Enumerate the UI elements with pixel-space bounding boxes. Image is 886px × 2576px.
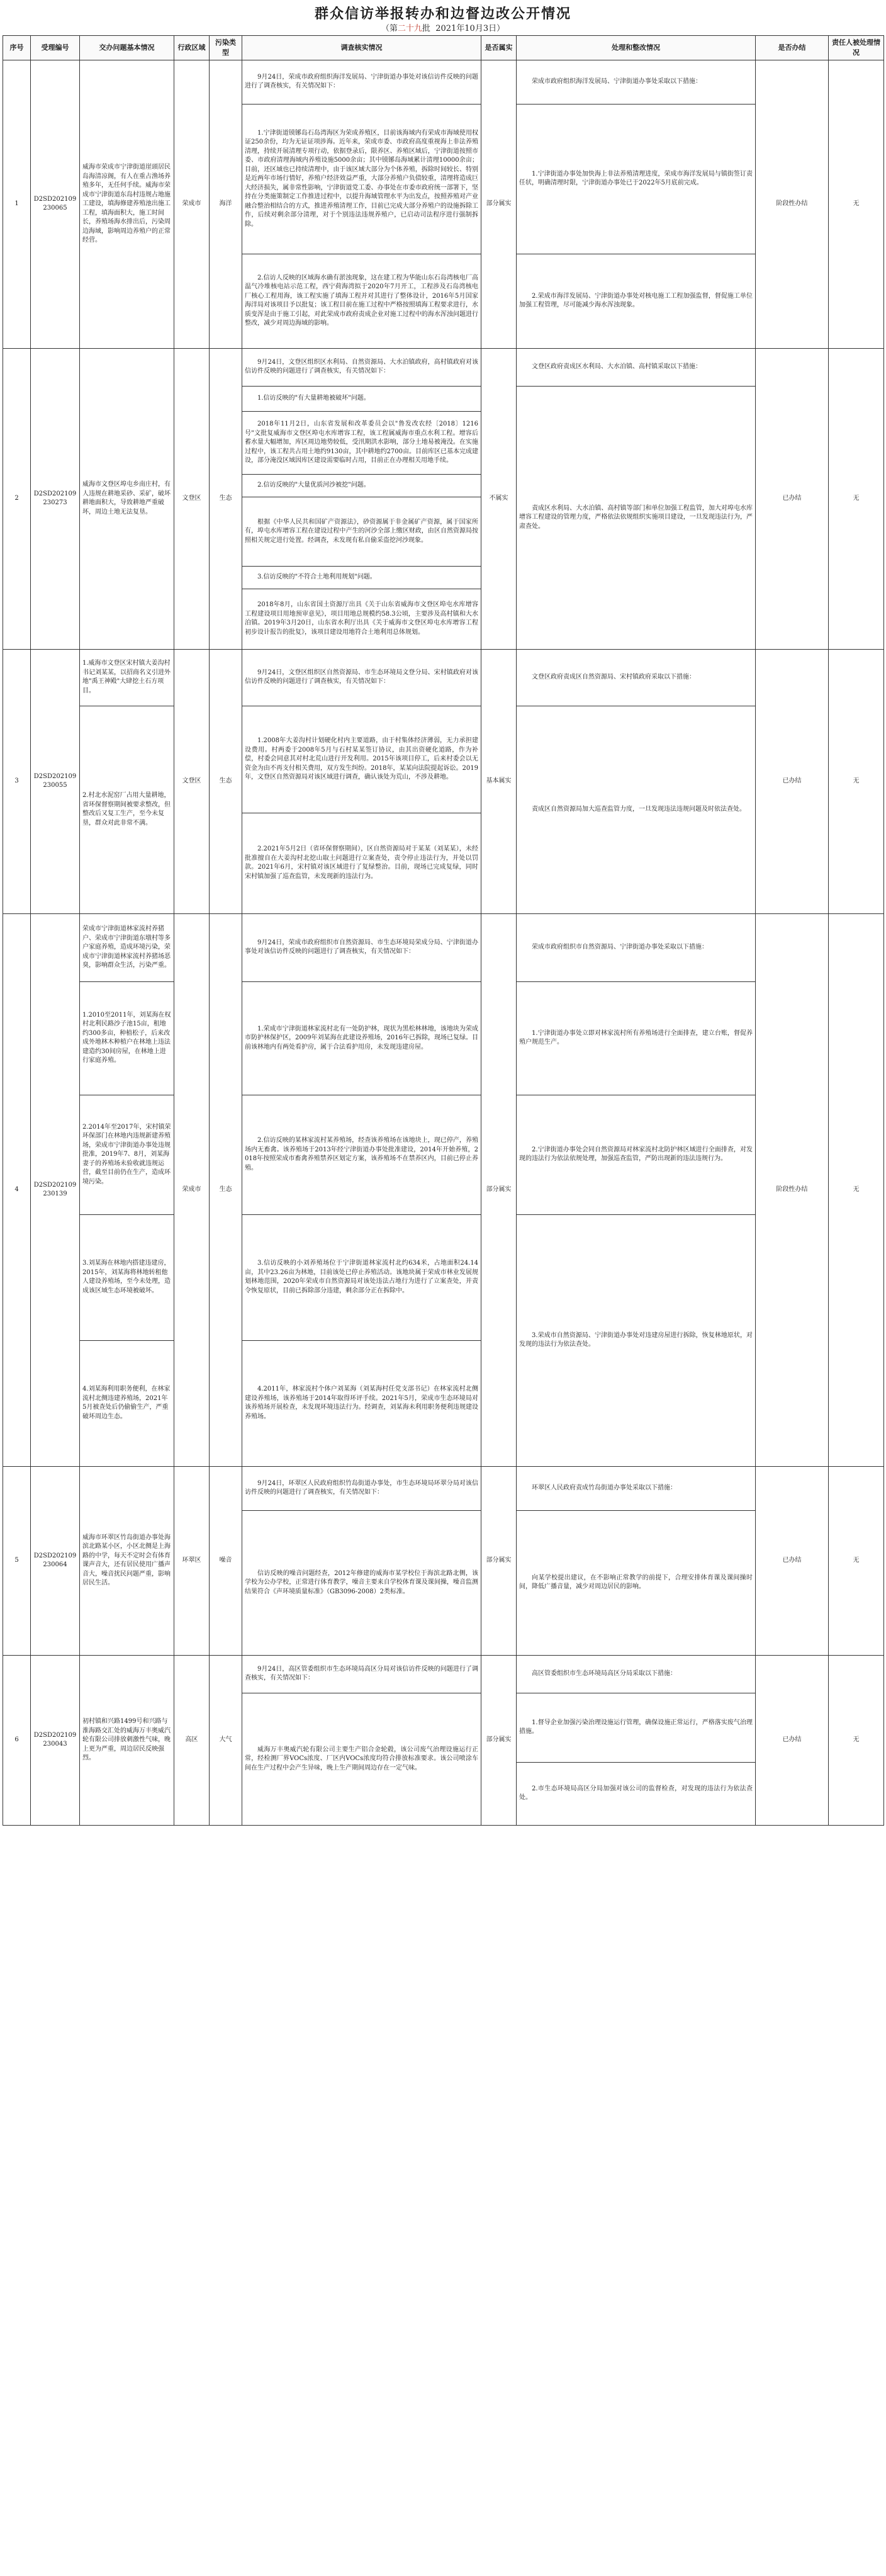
- cell-complaint: 威海市文登区埠屯乡南庄村，有人违规在耕地采砂、采矿，破坏耕地面积大，导致耕地严重破坏，周边土地无法复垦。: [80, 348, 174, 649]
- cell-handling-intro: [517, 913, 756, 981]
- survey-item-text: 3.信访反映的小刘养殖场位于宁津街道林家流村北约634米，占地面积24.14亩，其中23.26亩为林地，目前该处已停止养殖活动。该地块属于荣成市林业发展规划林地范围，2020年荣成市自然资源局对该处违法占地行为进行了立案查处，并责令恢复原状，目前已拆除部分违建，剩余部分正在拆除中。: [245, 1260, 478, 1294]
- cell-handling-intro: [517, 348, 756, 386]
- handling-intro-text: 荣成市政府组织海洋发展局、宁津街道办事处采取以下措施：: [532, 78, 702, 86]
- cell-survey-item: [242, 497, 481, 566]
- cell-punish: 无: [829, 913, 884, 1466]
- survey-intro-text: 9月24日，环翠区人民政府组织竹岛街道办事处，市生态环境局环翠分局对该信访件反映的问题进行了调查核实，有关情况如下：: [245, 1479, 478, 1496]
- cell-complaint: 4.刘某海利用职务便利，在林家流村北侧违建养殖场，2021年5月被查处后仍偷偷生产，严重破坏周边生态。: [80, 1340, 174, 1466]
- document-subtitle: [3, 21, 883, 35]
- cases-table: [3, 35, 884, 1826]
- table-row: [3, 1095, 884, 1214]
- cell-closed: 已办结: [756, 1655, 829, 1825]
- header-handling: 处理和整改情况: [517, 36, 756, 60]
- cell-survey-item: [242, 1214, 481, 1340]
- survey-item-text: 2.2021年5月2日（省环保督察期间），区自然资源局对于某某（刘某某），未经批准擅自在大姜沟村北挖山取土问题进行立案查处，责令停止违法行为，并处以罚款。2021年6月，宋村镇对该区域进行了复绿整治。目前，现场已完成复绿，同时宋村镇加强了巡查监管，未发现新的违法行为。: [245, 845, 478, 880]
- cell-id: D2SD202109230273: [31, 348, 80, 649]
- cell-punish: 无: [829, 1466, 884, 1655]
- cell-verdict: 不属实: [481, 348, 517, 649]
- survey-intro-text: 9月24日，荣成市政府组织市自然资源局、市生态环境局荣成分局、宁津街道办事处对该信访件反映的问题进行了调查核实，有关情况如下：: [245, 939, 478, 956]
- cell-complaint: 1.威海市文登区宋村镇大姜沟村书记刘某某，以招商名义引进外地"禹王神殿"大肆挖土石方项目。: [80, 649, 174, 706]
- cell-type: 生态: [210, 649, 242, 913]
- table-row: [3, 649, 884, 706]
- handling-item-text: 2.市生态环境局高区分局加强对该公司的监督检查，对发现的违法行为依法查处。: [519, 1785, 753, 1802]
- handling-intro-text: 高区管委组织市生态环境局高区分局采取以下措施：: [532, 1670, 676, 1678]
- survey-item-text: 威海万丰奥威汽轮有限公司主要生产铝合金轮毂，该公司废气治理设施运行正常，经检测厂界VOCs浓度、厂区内VOCs浓度均符合排放标准要求。该公司喷涂车间在生产过程中会产生异味，晚上生产期间周边存在一定气味。: [245, 1746, 478, 1771]
- handling-intro-text: 环翠区人民政府责成竹岛街道办事处采取以下措施：: [532, 1484, 676, 1492]
- cell-survey-intro: [242, 348, 481, 386]
- cell-no: 3: [3, 649, 31, 913]
- cell-survey-item: [242, 1095, 481, 1214]
- header-type: 污染类型: [210, 36, 242, 60]
- cell-region: 高区: [174, 1655, 210, 1825]
- cell-id: D2SD202109230139: [31, 913, 80, 1466]
- cell-punish: 无: [829, 1655, 884, 1825]
- cell-complaint: 1.2010至2011年，刘某海在权村北利民路沙子池15亩，租地约300多亩，种植松子，后来改成外地林木种植户在林地上违法建造约30间房屋，在林地上进行家庭养殖。: [80, 981, 174, 1095]
- cell-handling-intro: [517, 649, 756, 706]
- handling-item-text: 1.督导企业加强污染治理设施运行管理，确保设施正常运行，严格落实废气治理措施。: [519, 1719, 753, 1736]
- cell-survey-item: [242, 1510, 481, 1655]
- cell-handling-item: [517, 1762, 756, 1825]
- cell-survey-item: [242, 813, 481, 913]
- survey-intro-text: 9月24日，文登区组织区自然资源局、市生态环境局文登分局、宋村镇政府对该信访件反映的问题进行了调查核实，有关情况如下：: [245, 669, 478, 686]
- cell-verdict: 基本属实: [481, 649, 517, 913]
- survey-item-text: 1.宁津街道镆铘岛石岛湾海区为荣成养殖区，目前该海域内有荣成市海域使用权证250余份，均为无证证项涉海。近年来，荣成市委、市政府高度重视海上非法养殖清理，持续开展清理专项行动，依据登录后，限养区、养殖区域后，宁津街道按照市委、市政府清理海域内养殖设施5000余亩；其中镆铘岛海域累计清理10000余亩；目前，还区域也已持续清理中，由于该区域大部分为个体养殖，拆除时间较长、特别是近两年市场行情好，养殖户经济效益严重，大部分养殖户负债较重，清理将造成巨大经济损失，属非常性影响，宁津街道党工委、办事处在市委市政府统一部署下，坚持在分类施策制定工作推进过程中，以提升海域管理水平为出发点，按照养殖对产业融合整治相结合的方式，推进养殖清理工作，目前已完成大部分养殖户的设施拆除工作，后续对剩余部分清理，对于个别违法违规养殖户，已启动司法程序进行强制拆除。: [245, 129, 478, 228]
- cell-survey-item: [242, 254, 481, 348]
- cell-survey-intro: [242, 60, 481, 104]
- cell-no: 5: [3, 1466, 31, 1655]
- subtitle-middle: 批: [422, 24, 430, 33]
- cell-handling-item: [517, 1510, 756, 1655]
- header-survey: 调查核实情况: [242, 36, 481, 60]
- header-no: 序号: [3, 36, 31, 60]
- cell-complaint: 2.2014年至2017年，宋村镇荣环保部门在林地内违规新建养殖场，荣成市宁津街道办事处违规批准，2019年7、8月，刘某海妻子的养殖场未验收就违规运营，截至目前仍在生产，造成环境污染。: [80, 1095, 174, 1214]
- table-row: [3, 1466, 884, 1510]
- table-row: [3, 706, 884, 813]
- handling-item-text: 3.荣成市自然资源局、宁津街道办事处对违建房屋进行拆除，恢复林地原状，对发现的违法行为依法查处。: [519, 1331, 753, 1348]
- survey-intro-text: 9月24日，荣成市政府组织海洋发展局、宁津街道办事处对该信访件反映的问题进行了调查核实，有关情况如下：: [245, 73, 478, 90]
- table-row: [3, 1214, 884, 1340]
- cell-handling-item: [517, 1214, 756, 1466]
- cell-no: 1: [3, 60, 31, 348]
- cell-survey-item: [242, 104, 481, 254]
- cell-type: 噪音: [210, 1466, 242, 1655]
- cell-handling-intro: [517, 60, 756, 104]
- cell-handling-intro: [517, 1655, 756, 1693]
- cell-complaint: 初村镇和兴路1499号和兴路与淮海路交汇处的威海万丰奥威汽轮有限公司排放刺激性气味，晚上更为严重，周边居民反映强烈。: [80, 1655, 174, 1825]
- handling-item-text: 1.宁津街道办事处加快海上非法养殖清理进度，荣成市海洋发展局与镇街签订责任状，明确清理时限，宁津街道办事处已于2022年5月底前完成。: [519, 170, 753, 187]
- survey-item-text: 2018年8月，山东省国土资源厅出具《关于山东省威海市文登区埠屯水库增容工程建设项目用地预审意见》，项目用地总规模约58.3公顷，主要涉及高村镇和大水泊镇。2019年3月20日，山东省水利厅出具《关于威海市文登区埠屯水库增容工程初步设计报告的批复》，该项目建设用地符合土地利用总体规划。: [245, 601, 478, 636]
- cell-region: 环翠区: [174, 1466, 210, 1655]
- cell-handling-item: [517, 706, 756, 913]
- table-row: [3, 348, 884, 386]
- cell-no: 2: [3, 348, 31, 649]
- cell-handling-item: [517, 386, 756, 649]
- survey-item-text: 2018年11月2日，山东省发展和改革委员会以"鲁发改农经〔2018〕1216号"文批复威海市文登区埠屯水库增容工程，该工程属威海市重点水利工程。增容后蓄水量大幅增加，库区周边地势较低，受汛期洪水影响，部分土地易被淹没。在实施过程中，该工程共占用土地约9130亩，其中耕地约2700亩。目前库区已基本完成建设，部分淹没区域因库区建设需要临时占用，目前正在办理相关用地手续。: [245, 421, 478, 465]
- handling-intro-text: 文登区政府责成区水利局、大水泊镇、高村镇采取以下措施：: [532, 363, 702, 371]
- subtitle-suffix: ）: [496, 24, 505, 33]
- document-title: 群众信访举报转办和边督边改公开情况: [314, 6, 571, 22]
- cell-type: 大气: [210, 1655, 242, 1825]
- cell-no: 4: [3, 913, 31, 1466]
- cell-type: 海洋: [210, 60, 242, 348]
- cell-survey-head: [242, 386, 481, 411]
- cell-complaint: 威海市荣成市宁津街道崖頭居民岛海清凉阁，有人在重占渔场养殖多年，无任何手续。威海市荣成市宁津街道东岛村违规占地施工建设，填海修建养殖池出施工工程，填海面积大，施工时间长，养殖场海水排出后，污染周边海域，影响周边养殖户的正常经营。: [80, 60, 174, 348]
- survey-item-text: 4.2011年，林家流村个体户刘某海（刘某海村任党支部书记）在林家流村北侧建设养殖场，该养殖场于2014年取得环评手续。2021年5月，荣成市生态环境局对该养殖场开展检查，未发现环境违法行为。经调查，刘某海未利用职务便利违规建设养殖场。: [245, 1386, 478, 1420]
- table-row: [3, 913, 884, 981]
- cell-punish: 无: [829, 60, 884, 348]
- survey-item-text: 信访反映的噪音问题经查，2012年修建的威海市某学校位于海滨北路北侧，该学校为公办学校，正常进行体育教学，噪音主要来自学校体育课及课间操，噪音监测结果符合《声环境质量标准》（GB3096-2008）2类标准。: [245, 1569, 478, 1595]
- cell-handling-item: [517, 1095, 756, 1214]
- cell-type: 生态: [210, 348, 242, 649]
- cell-handling-item: [517, 104, 756, 254]
- cell-survey-intro: [242, 1655, 481, 1693]
- header-id: 受理编号: [31, 36, 80, 60]
- cell-survey-item: [242, 981, 481, 1095]
- cell-handling-item: [517, 981, 756, 1095]
- survey-item-text: 2.信访人反映的区域海水确有淤浊现象，这在建工程为华能山东石岛湾核电厂高温气冷堆核电站示范工程，西宁荷海湾拟于2020年7月开工，工程涉及石岛湾核电厂核心工程用海，该工程实施了填海工程并对其进行了整体设计，2016年5月国家海洋局对该项目予以批复；该工程目前在施工过程中严格按照填海工程要求进行，水质变浑是由于施工引起，对此荣成市政府责成企业对施工过程中的海水浑浊问题进行整改，减少对周边海域的影响。: [245, 274, 478, 327]
- cell-handling-intro: [517, 1466, 756, 1510]
- cell-complaint: 2.村北水泥窑厂占用大量耕地，省环保督察期间被要求整改，但整改后又复工生产，至今未复垦，群众对此非常不满。: [80, 706, 174, 913]
- subtitle-date: 2021年10月3日: [435, 24, 497, 33]
- header-region: 行政区域: [174, 36, 210, 60]
- cell-id: D2SD202109230055: [31, 649, 80, 913]
- survey-item-text: 1.荣成市宁津街道林家流村北有一处防护林，现状为黑松林林地，该地块为荣成市防护林保护区，2009年刘某海在此建设养殖场，2016年已拆除，现场已复绿。目前该林地内有两处看护房，属于合法看护用房，未发现违建房屋。: [245, 1025, 478, 1051]
- cell-id: D2SD202109230064: [31, 1466, 80, 1655]
- header-closed: 是否办结: [756, 36, 829, 60]
- header-verdict: 是否属实: [481, 36, 517, 60]
- cell-survey-item: [242, 589, 481, 649]
- cell-survey-intro: [242, 649, 481, 706]
- cell-closed: 阶段性办结: [756, 60, 829, 348]
- survey-head-text: 1.信访反映的"有大量耕地被破坏"问题。: [257, 395, 370, 402]
- cell-region: 文登区: [174, 348, 210, 649]
- cell-survey-item: [242, 1693, 481, 1825]
- handling-item-text: 责成区水利局、大水泊镇、高村镇等部门和单位加强工程监管，加大对埠屯水库增容工程建设的管理力度，严格依法依规组织实施项目建设，一旦发现违法行为，严肃查处。: [519, 504, 753, 530]
- cell-handling-item: [517, 1693, 756, 1762]
- cell-complaint: 威海市环翠区竹岛街道办事处海滨北路某小区，小区北侧是上海路的中学，每天不定时会有体育课声音大，还有居民使用广播声音大，噪音扰民问题严重，影响居民生活。: [80, 1466, 174, 1655]
- cell-complaint: 荣成市宁津街道林家流村养猪户、荣成市宁津街道东墩村等多户家庭养殖，造成环境污染，荣成市宁津街道林家流村养猪场恶臭，影响群众生活，污染严重。: [80, 913, 174, 981]
- survey-head-text: 3.信访反映的"不符合土地利用规划"问题。: [257, 573, 376, 581]
- cell-id: D2SD202109230043: [31, 1655, 80, 1825]
- subtitle-batch: 二十九: [397, 24, 422, 33]
- survey-item-text: 1.2008年大姜沟村计划硬化村内主要道路，由于村集体经济薄弱，无力承担建设费用。村两委于2008年5月与石村某某签订协议，由其出资硬化道路，作为补偿，村委会同意其对村北荒山进行开发利用。2015年该项目停工，后来村委会以无资金为由不再支付相关费用，双方发生纠纷。2018年，某某向法院提起诉讼。2019年，文登区自然资源局对该区域进行调查，确认该处为荒山，不涉及耕地。: [245, 737, 478, 781]
- cell-verdict: 部分属实: [481, 1466, 517, 1655]
- table-header-row: [3, 36, 884, 60]
- cell-verdict: 部分属实: [481, 1655, 517, 1825]
- cell-verdict: 部分属实: [481, 913, 517, 1466]
- header-complaint: 交办问题基本情况: [80, 36, 174, 60]
- cell-handling-item: [517, 254, 756, 348]
- cell-survey-head: [242, 474, 481, 497]
- cell-survey-intro: [242, 913, 481, 981]
- table-row: [3, 60, 884, 104]
- cell-closed: 已办结: [756, 649, 829, 913]
- header-punish: 责任人被处理情况: [829, 36, 884, 60]
- cell-closed: 已办结: [756, 1466, 829, 1655]
- handling-item-text: 向某学校提出建议，在不影响正常教学的前提下，合理安排体育课及课间操时间，降低广播音量，减少对周边居民的影响。: [519, 1574, 753, 1591]
- handling-item-text: 1.宁津街道办事处立即对林家流村所有养殖场进行全面排查，建立台账，督促养殖户规范生产。: [519, 1029, 753, 1046]
- handling-item-text: 2.荣成市海洋发展局、宁津街道办事处对核电施工工程加强监督，督促施工单位加强工程管理，尽可能减少海水浑浊现象。: [519, 292, 753, 309]
- cell-region: 荣成市: [174, 60, 210, 348]
- cell-survey-item: [242, 1340, 481, 1466]
- cell-type: 生态: [210, 913, 242, 1466]
- handling-item-text: 2.宁津街道办事处会同自然资源局对林家流村北防护林区域进行全面排查，对发现的违法行为依法依规处理，加强巡查监管，严防出现新的违法违规行为。: [519, 1146, 753, 1163]
- handling-intro-text: 文登区政府责成区自然资源局、宋村镇政府采取以下措施：: [532, 674, 695, 681]
- cell-id: D2SD202109230065: [31, 60, 80, 348]
- cell-region: 文登区: [174, 649, 210, 913]
- handling-intro-text: 荣成市政府组织市自然资源局、宁津街道办事处采取以下措施：: [532, 944, 708, 951]
- cell-region: 荣成市: [174, 913, 210, 1466]
- cell-closed: 已办结: [756, 348, 829, 649]
- cell-survey-intro: [242, 1466, 481, 1510]
- cell-survey-item: [242, 706, 481, 813]
- survey-item-text: 根据《中华人民共和国矿产资源法》，砂资源属于非金属矿产资源，属于国家所有，埠屯水库增容工程在建设过程中产生的河沙全部上缴区财政，由区自然资源局按照相关规定进行处置。经调查，未发现有私自偷采盗挖河沙现象。: [245, 518, 478, 544]
- cell-closed: 阶段性办结: [756, 913, 829, 1466]
- table-row: [3, 981, 884, 1095]
- cell-survey-item: [242, 411, 481, 474]
- handling-item-text: 责成区自然资源局加大巡查监管力度，一旦发现违法违规问题及时依法查处。: [532, 806, 746, 813]
- survey-item-text: 2.信访反映的某林家流村某养殖场，经查该养殖场在该地块上，现已停产，养殖场内无畜禽。该养殖场于2013年经宁津街道办事处批准建设，2014年开始养殖，2018年按照荣成市畜禽养殖禁养区划定方案，该养殖场不在禁养区内，目前已停止养殖。: [245, 1137, 478, 1172]
- cell-verdict: 部分属实: [481, 60, 517, 348]
- cell-complaint: 3.刘某海在林地内搭建违建房，2015年，刘某海将林地转租他人建设养殖场，至今未处理，造成该区域生态环境被破坏。: [80, 1214, 174, 1340]
- survey-intro-text: 9月24日，高区管委组织市生态环境局高区分局对该信访件反映的问题进行了调查核实，有关情况如下：: [245, 1665, 478, 1682]
- table-row: [3, 1655, 884, 1693]
- cell-survey-head: [242, 566, 481, 589]
- survey-head-text: 2.信访反映的"大量优质河沙被挖"问题。: [257, 482, 370, 489]
- cell-punish: 无: [829, 348, 884, 649]
- subtitle-prefix: （第: [381, 24, 398, 33]
- cell-punish: 无: [829, 649, 884, 913]
- survey-intro-text: 9月24日，文登区组织区水利局、自然资源局、大水泊镇政府，高村镇政府对该信访件反映的问题进行了调查核实，有关情况如下：: [245, 358, 478, 375]
- cell-no: 6: [3, 1655, 31, 1825]
